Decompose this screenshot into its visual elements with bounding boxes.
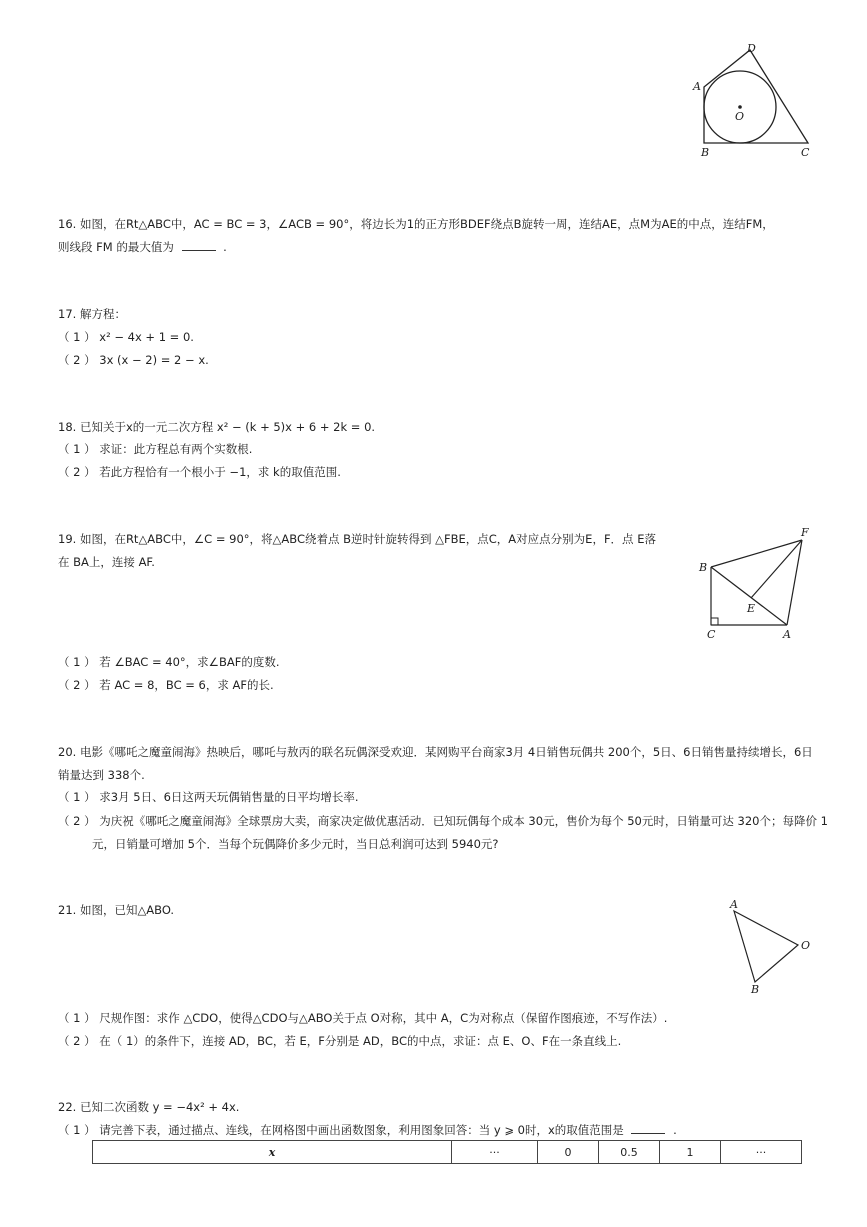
q22-answer-blank[interactable] (631, 1133, 665, 1134)
q15-label-d: D (747, 42, 756, 55)
q19-figure (695, 522, 825, 644)
q16-end: . (223, 240, 227, 254)
q19-label-c: C (707, 628, 716, 641)
q19-label-b: B (699, 561, 708, 574)
q17-part2: （ 2 ） 3x (x − 2) = 2 − x. (58, 353, 209, 367)
q19-label-e: E (747, 602, 756, 615)
q22-title: 22. 已知二次函数 y = −4x² + 4x. (58, 1100, 240, 1114)
q22-part1 (58, 1122, 677, 1138)
q15-label-o: O (735, 110, 745, 123)
q21-label-a: A (730, 898, 738, 911)
q21-label-b: B (751, 983, 760, 995)
q21-figure (722, 895, 822, 995)
q19-part2: （ 2 ） 若 AC = 8，BC = 6，求 AF的长. (58, 678, 274, 692)
q19-right-angle-mark (711, 618, 718, 625)
q22-cell-0: 0 (538, 1141, 599, 1164)
q22-cell-1: 1 (660, 1141, 721, 1164)
q20-line1: 20. 电影《哪吒之魔童闹海》热映后，哪吒与敖丙的联名玩偶深受欢迎．某网购平台商家3月 4日销售玩偶共 200个，5日、6日销售量持续增长，6日 (58, 745, 813, 759)
q15-label-a: A (693, 80, 701, 93)
q19-seg-bf (711, 540, 802, 567)
q19-line1: 19. 如图，在Rt△ABC中，∠C = 90°，将△ABC绕着点 B逆时针旋转得到 △FBE，点C，A对应点分别为E，F．点 E落 (58, 532, 656, 546)
q16-answer-blank[interactable] (182, 250, 216, 251)
q21-triangle (734, 911, 798, 982)
q19-seg-fa (787, 540, 802, 625)
q21-part1: （ 1 ） 尺规作图：求作 △CDO，使得△CDO与△ABO关于点 O对称，其中 A，C为对称点（保留作图痕迹，不写作法）. (58, 1011, 668, 1025)
q17-part1: （ 1 ） x² − 4x + 1 = 0. (58, 330, 194, 344)
q16-line2-text: 则线段 FM 的最大值为 (58, 240, 174, 254)
q22-cell-ellipsis-left: ··· (452, 1141, 538, 1164)
q20-part2-line2: 元，日销量可增加 5个．当每个玩偶降价多少元时，当日总利润可达到 5940元? (92, 837, 499, 851)
q22-cell-ellipsis-right: ··· (721, 1141, 802, 1164)
q18-title: 18. 已知关于x的一元二次方程 x² − (k + 5)x + 6 + 2k = 0. (58, 420, 376, 434)
q21-label-o: O (801, 939, 811, 952)
q20-part1: （ 1 ） 求3月 5日、6日这两天玩偶销售量的日平均增长率. (58, 790, 359, 804)
q18-part2: （ 2 ） 若此方程恰有一个根小于 −1，求 k的取值范围. (58, 465, 341, 479)
q19-label-a: A (783, 628, 791, 641)
q18-part1: （ 1 ） 求证：此方程总有两个实数根. (58, 442, 253, 456)
q20-line2: 销量达到 338个. (58, 768, 145, 782)
q20-part2-line1: （ 2 ） 为庆祝《哪吒之魔童闹海》全球票房大卖，商家决定做优惠活动．已知玩偶每个成本 30元，售价为每个 50元时，日销量可达 320个；每降价 1 (58, 814, 828, 828)
q17-title: 17. 解方程： (58, 307, 126, 321)
q16-line2 (58, 239, 227, 255)
q15-label-c: C (801, 146, 810, 159)
q21-part2: （ 2 ） 在（ 1）的条件下，连接 AD，BC，若 E，F分别是 AD，BC的中点，求证：点 E、O、F在一条直线上. (58, 1034, 622, 1048)
q15-center-dot (738, 105, 742, 109)
q22-cell-x: x (93, 1141, 452, 1164)
q19-seg-ba (711, 567, 787, 625)
q21-title: 21. 如图，已知△ABO. (58, 903, 175, 917)
q16-line1: 16. 如图，在Rt△ABC中，AC = BC = 3，∠ACB = 90°，将边长为1的正方形BDEF绕点B旋转一周，连结AE，点M为AE的中点，连结FM， (58, 217, 774, 231)
q15-label-b: B (701, 146, 710, 159)
table-row (93, 1141, 802, 1164)
q19-seg-fe (751, 540, 802, 598)
q22-part1-end: . (673, 1123, 677, 1137)
q15-figure (690, 40, 820, 165)
q22-cell-0-5: 0.5 (599, 1141, 660, 1164)
q22-table (92, 1140, 802, 1164)
q19-label-f: F (801, 526, 809, 539)
q22-part1-text: （ 1 ） 请完善下表，通过描点、连线，在网格图中画出函数图象，利用图象回答：当 y ⩾ 0时，x的取值范围是 (58, 1123, 624, 1137)
q19-part1: （ 1 ） 若 ∠BAC = 40°，求∠BAF的度数. (58, 655, 280, 669)
q15-quadrilateral (704, 50, 808, 143)
q19-line2: 在 BA上，连接 AF. (58, 555, 155, 569)
